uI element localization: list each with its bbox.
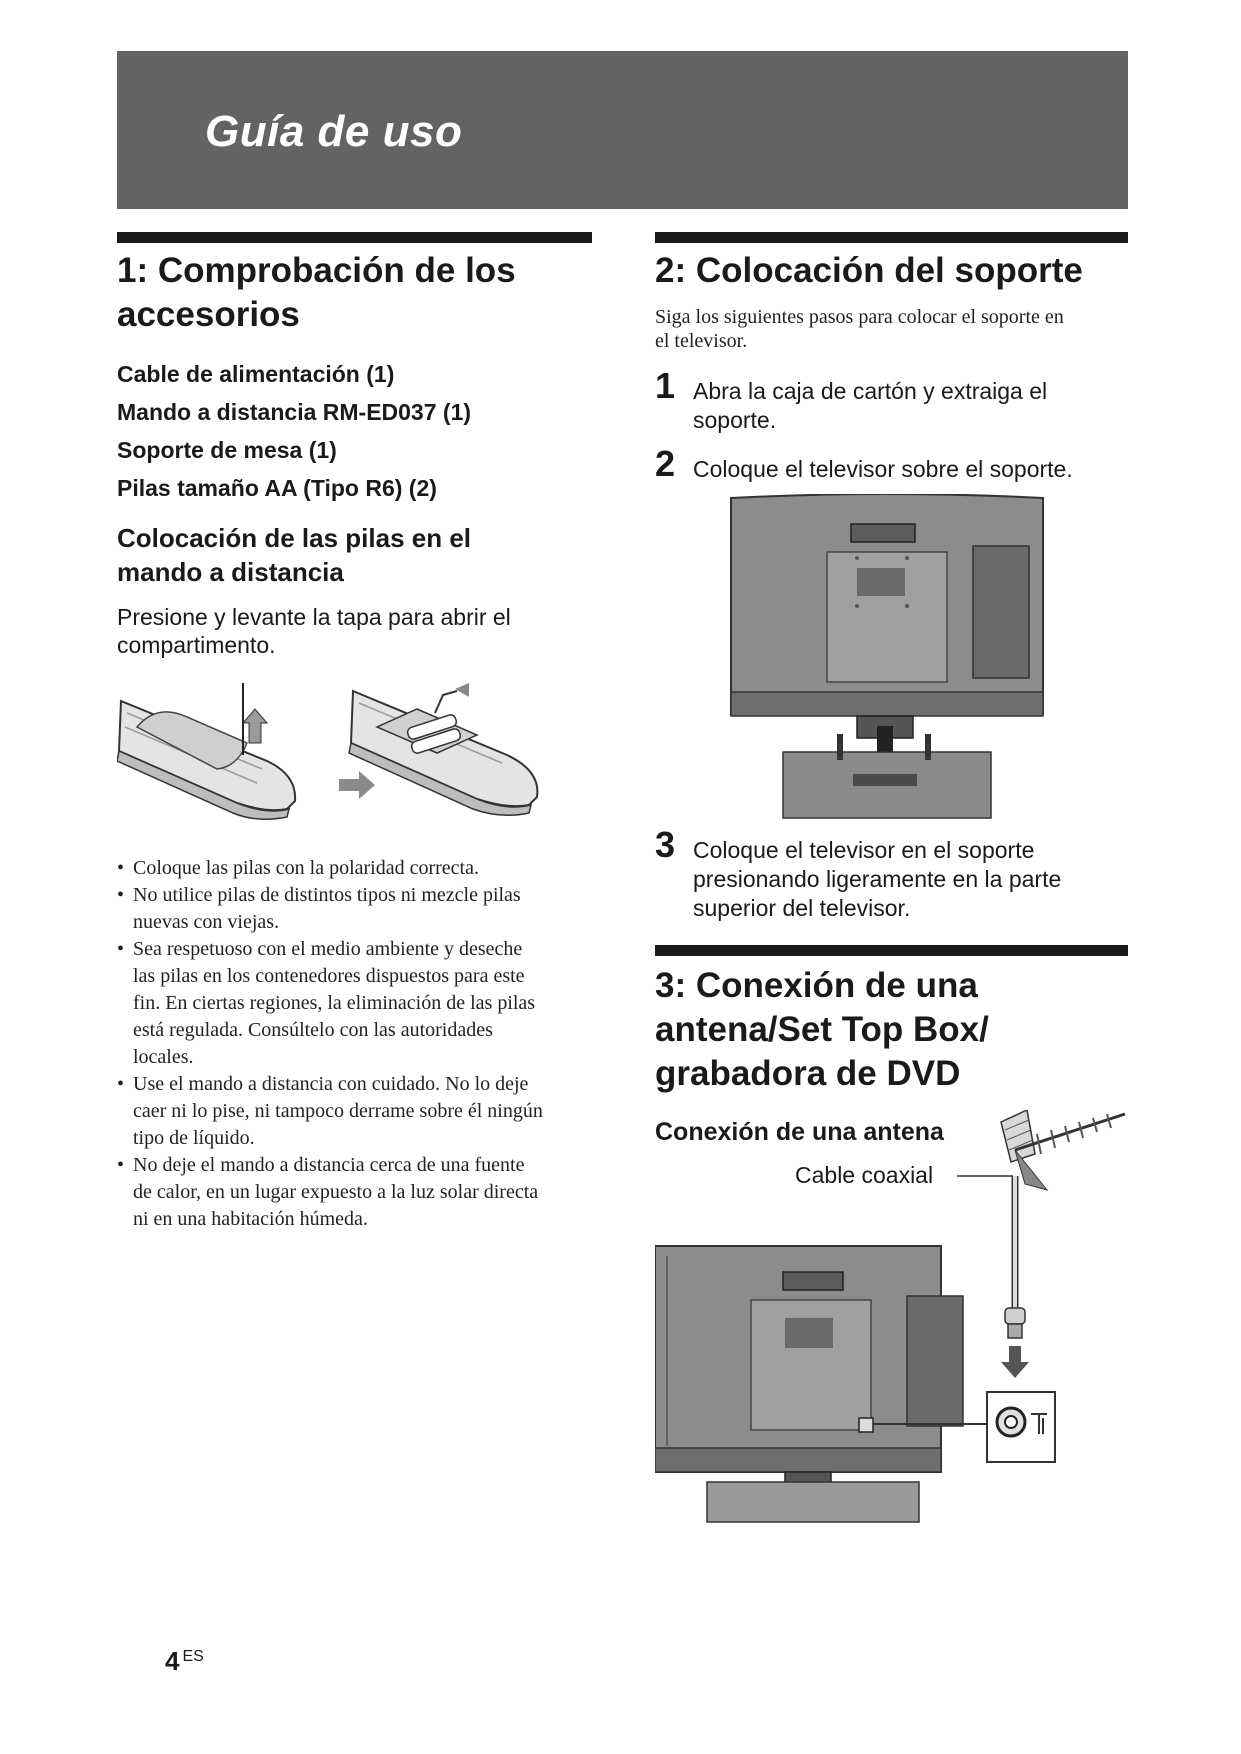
note-item xyxy=(117,936,592,1071)
section-3-title-line-1: 3: Conexión de una xyxy=(655,966,978,1005)
section-rule xyxy=(655,945,1128,956)
step-line: presionando ligeramente en la parte xyxy=(693,866,1062,892)
battery-heading-line-2: mando a distancia xyxy=(117,557,344,587)
note-line: las pilas en los contenedores dispuestos para este xyxy=(133,965,525,987)
antenna-heading: Conexión de una antena xyxy=(655,1118,944,1146)
battery-intro-line-2: compartimento. xyxy=(117,632,276,658)
arrow-down-icon xyxy=(1001,1346,1029,1378)
note-line: fin. En ciertas regiones, la eliminación de las pilas xyxy=(133,992,536,1014)
note-line: Sea respetuoso con el medio ambiente y deseche xyxy=(133,938,523,960)
battery-heading-line-1: Colocación de las pilas en el xyxy=(117,523,472,553)
arrow-right-icon xyxy=(339,771,375,799)
battery-intro-line-1: Presione y levante la tapa para abrir el xyxy=(117,604,511,630)
stand-intro-line-1: Siga los siguientes pasos para colocar el soporte en xyxy=(655,306,1064,328)
note-line: ni en una habitación húmeda. xyxy=(133,1208,368,1230)
antenna-terminal-callout xyxy=(987,1392,1055,1462)
note-line: tipo de líquido. xyxy=(133,1127,255,1149)
tv-back-icon xyxy=(655,1246,963,1522)
step-line: Coloque el televisor en el soporte xyxy=(693,837,1035,863)
note-line: Coloque las pilas con la polaridad correcta. xyxy=(133,857,479,879)
step-line: Abra la caja de cartón y extraiga el xyxy=(693,378,1048,404)
coaxial-plug-icon xyxy=(1005,1308,1025,1338)
note-line: locales. xyxy=(133,1046,194,1068)
step-line: Coloque el televisor sobre el soporte. xyxy=(693,456,1073,482)
note-item xyxy=(117,882,592,936)
note-line: No deje el mando a distancia cerca de una fuente xyxy=(133,1154,525,1176)
stand-intro-line-2: el televisor. xyxy=(655,330,748,352)
section-rule xyxy=(655,232,1128,243)
page-title: Guía de uso xyxy=(205,107,463,156)
step-line: soporte. xyxy=(693,407,777,433)
stand-step-1 xyxy=(655,365,1128,435)
antenna-connection-illustration xyxy=(655,1110,1128,1540)
stand-step-3 xyxy=(655,824,1128,923)
remote-control-icon xyxy=(117,683,295,819)
section-3-title xyxy=(655,964,1128,1096)
note-line: caer ni lo pise, ni tampoco derrame sobre él ningún xyxy=(133,1100,543,1122)
section-1-title xyxy=(117,249,592,337)
accessory-list xyxy=(117,355,592,507)
section-2-title: 2: Colocación del soporte xyxy=(655,251,1083,290)
coaxial-cable-label: Cable coaxial xyxy=(795,1162,934,1188)
remote-battery-illustration xyxy=(117,683,567,833)
battery-intro xyxy=(117,603,592,659)
step-line: superior del televisor. xyxy=(693,895,911,921)
header-banner xyxy=(117,51,1128,209)
section-3-title-line-3: grabadora de DVD xyxy=(655,1054,961,1093)
note-line: de calor, en un lugar expuesto a la luz solar directa xyxy=(133,1181,539,1203)
section-rule xyxy=(117,232,592,243)
accessory-item: Pilas tamaño AA (Tipo R6) (2) xyxy=(117,475,437,501)
stand-step-2 xyxy=(655,443,1128,484)
accessory-item: Cable de alimentación (1) xyxy=(117,361,395,387)
battery-heading xyxy=(117,521,592,589)
note-item xyxy=(117,855,592,882)
section-accessories xyxy=(117,232,592,1233)
language-code: ES xyxy=(182,1648,204,1665)
antenna-port-icon xyxy=(859,1418,873,1432)
page-number: 4 xyxy=(165,1646,180,1676)
accessory-item: Soporte de mesa (1) xyxy=(117,437,337,463)
note-line: Use el mando a distancia con cuidado. No lo deje xyxy=(133,1073,529,1095)
accessory-item: Mando a distancia RM-ED037 (1) xyxy=(117,399,472,425)
section-1-title-line-2: accesorios xyxy=(117,295,300,334)
note-line: nuevas con viejas. xyxy=(133,911,280,933)
section-1-title-line-1: 1: Comprobación de los xyxy=(117,251,516,290)
antenna-connection xyxy=(655,1110,1128,1540)
section-stand xyxy=(655,232,1128,1540)
step-number: 3 xyxy=(655,824,676,865)
tv-back-icon xyxy=(731,494,1043,738)
step-number: 2 xyxy=(655,443,676,484)
note-item xyxy=(117,1152,592,1233)
note-line: está regulada. Consúltelo con las autoridades xyxy=(133,1019,493,1041)
note-line: No utilice pilas de distintos tipos ni mezcle pilas xyxy=(133,884,521,906)
step-number: 1 xyxy=(655,365,676,406)
remote-control-open-icon xyxy=(349,683,537,815)
battery-notes xyxy=(117,855,592,1233)
section-3-title-line-2: antena/Set Top Box/ xyxy=(655,1010,989,1049)
note-item xyxy=(117,1071,592,1152)
page-footer xyxy=(165,1646,204,1677)
stand-intro xyxy=(655,305,1128,353)
antenna-icon xyxy=(1001,1110,1125,1190)
tv-stand-illustration xyxy=(727,494,1047,824)
